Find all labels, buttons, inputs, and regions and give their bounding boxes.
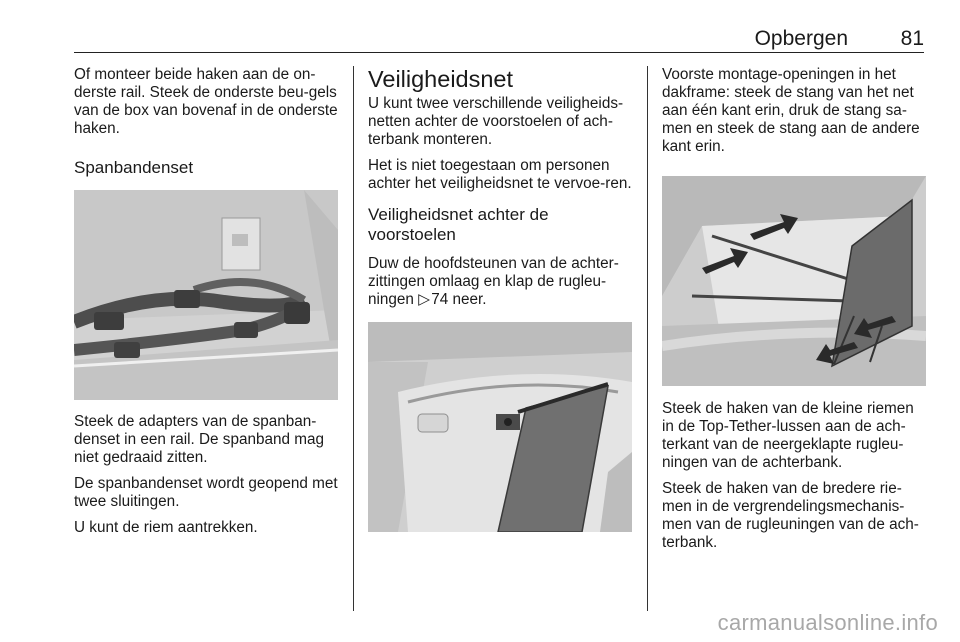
page-number: 81 [900, 27, 924, 50]
watermark: carmanualsonline.info [717, 610, 938, 635]
illustration-strap-set [74, 190, 338, 400]
column-divider-left [353, 66, 354, 611]
paragraph-roof-openings: Voorste montage-openingen in het dakframe: steek de stang van het net aan één kant erin, druk de stang sa-men en steek de stang aan de andere kant erin. [662, 66, 920, 155]
heading-veiligheidsnet: Veiligheidsnet [368, 66, 514, 92]
section-title: Opbergen [754, 27, 848, 50]
illustration-safety-net-front [368, 322, 632, 532]
page-ref-arrow-icon: ▷ [418, 291, 430, 308]
heading-net-behind-front-seats: Veiligheidsnet achter de voorstoelen [368, 205, 549, 244]
column-middle [368, 66, 634, 532]
page-header [74, 26, 924, 53]
column-left [74, 66, 339, 545]
page-ref-number: 74 [431, 291, 449, 308]
heading-spanbandenset: Spanbandenset [74, 158, 194, 177]
paragraph-mounting-hooks: Of monteer beide haken aan de on-derste rail. Steek de onderste beu-gels van de box van bovenaf in de onderste haken. [74, 66, 338, 137]
text-fold-seats: Duw de hoofdsteunen van de achter-zittingen omlaag en klap de rugleu-ningen [368, 255, 619, 308]
illustration-net-mounted [662, 176, 926, 386]
paragraph-two-nets: U kunt twee verschillende veiligheids-netten achter de voorstoelen of ach-terbank monteren. [368, 95, 624, 148]
paragraph-buckles: De spanbandenset wordt geopend met twee sluitingen. [74, 475, 338, 510]
paragraph-fold-seats [368, 255, 634, 309]
column-right [662, 66, 926, 560]
paragraph-no-persons: Het is niet toegestaan om personen achter het veiligheidsnet te vervoe-ren. [368, 157, 632, 192]
column-divider-right [647, 66, 648, 611]
paragraph-locking-mechanisms: Steek de haken van de bredere rie-men in de vergrendelingsmechanis-men van de rugleuningen van de ach-terbank. [662, 480, 919, 551]
paragraph-top-tether: Steek de haken van de kleine riemen in de Top-Tether-lussen aan de ach-terkant van de neergeklapte rugleu-ningen van de achterbank. [662, 400, 914, 471]
paragraph-tighten: U kunt de riem aantrekken. [74, 519, 258, 536]
paragraph-adapters: Steek de adapters van de spanban-denset in een rail. De spanband mag niet gedraaid zitten. [74, 413, 325, 466]
text-fold-seats-end: neer. [448, 291, 487, 308]
